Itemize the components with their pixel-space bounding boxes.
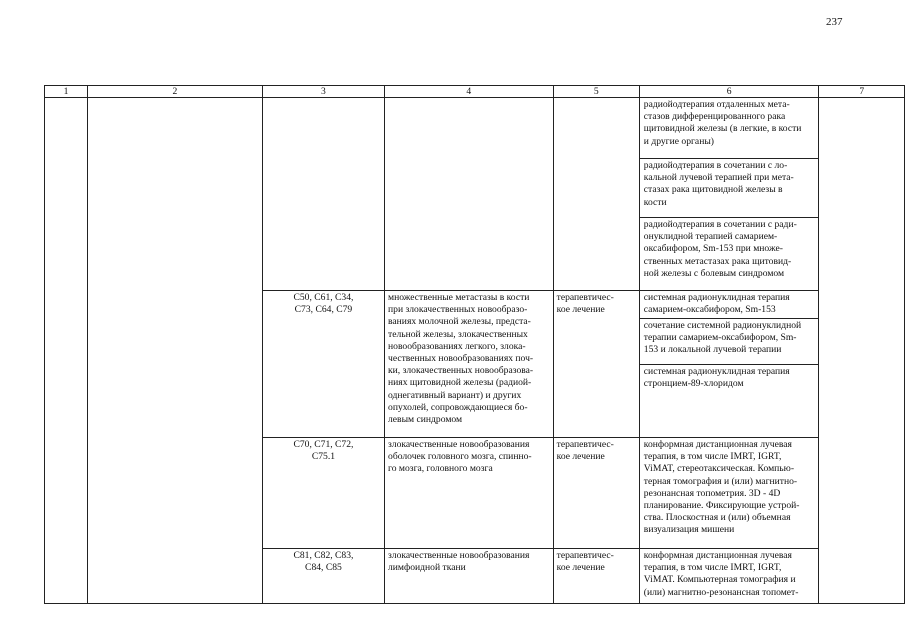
group1-method-3: системная радионуклидная терапия стронцием-89-хлоридом [639, 365, 819, 438]
cont-method-1: радиойодтерапия отдаленных мета- стазов дифференцированного рака щитовидной железы (в легкие, в кости и другие органы) [639, 98, 819, 159]
col7-cell [819, 98, 905, 604]
page-number: 237 [826, 16, 843, 28]
table-header-row [45, 86, 905, 98]
group1-codes: C50, C61, C34, C73, C64, C79 [262, 291, 384, 438]
group3-method: конформная дистанционная лучевая терапия, в том числе IMRT, IGRT, ViMAT. Компьютерная томография и (или) магнитно-резонансная топомет- [639, 549, 819, 604]
header-col-2: 2 [87, 86, 262, 98]
group3-treatment: терапевтичес- кое лечение [553, 549, 639, 604]
header-col-1: 1 [45, 86, 88, 98]
group2-codes: C70, C71, C72, C75.1 [262, 438, 384, 549]
header-col-5: 5 [553, 86, 639, 98]
cont-codes-cell [262, 98, 384, 291]
table-row [45, 98, 905, 159]
group1-method-1: системная радионуклидная терапия самарием-оксабифором, Sm-153 [639, 291, 819, 319]
col2-cell [87, 98, 262, 604]
group1-disease: множественные метастазы в кости при злокачественных новообразо- ваниях молочной железы, предста- тельной железы, злокачественных новообразованиях легкого, злока- чественных новообразованиях поч- ки, злокачественных новообразова- ниях щитовидной железы (радиой- однегативный вариант) и других опухолей, сопровождающиеся бо- левым синдромом [385, 291, 554, 438]
group2-method: конформная дистанционная лучевая терапия, в том числе IMRT, IGRT, ViMAT, стереотаксическая. Компью- терная томография и (или) магнитно- резонансная топометрия. 3D - 4D планирование. Фиксирующие устрой- ства. Плоскостная и (или) объемная визуализация мишени [639, 438, 819, 549]
cont-disease-cell [385, 98, 554, 291]
cont-treatment-cell [553, 98, 639, 291]
header-col-3: 3 [262, 86, 384, 98]
group3-codes: C81, C82, C83, C84, C85 [262, 549, 384, 604]
group1-method-2: сочетание системной радионуклидной терапии самарием-оксабифором, Sm- 153 и локальной лучевой терапии [639, 319, 819, 365]
treatment-table [44, 85, 905, 604]
header-col-6: 6 [639, 86, 819, 98]
col1-cell [45, 98, 88, 604]
group3-disease: злокачественные новообразования лимфоидной ткани [385, 549, 554, 604]
cont-method-2: радиойодтерапия в сочетании с ло- кальной лучевой терапией при мета- стазах рака щитовидной железы в кости [639, 159, 819, 218]
header-col-4: 4 [385, 86, 554, 98]
header-col-7: 7 [819, 86, 905, 98]
group1-treatment: терапевтичес- кое лечение [553, 291, 639, 438]
cont-method-3: радиойодтерапия в сочетании с ради- онуклидной терапией самарием- оксабифором, Sm-153 при множе- ственных метастазах рака щитовид- ной железы с болевым синдромом [639, 218, 819, 291]
group2-disease: злокачественные новообразования оболочек головного мозга, спинно- го мозга, головного мозга [385, 438, 554, 549]
group2-treatment: терапевтичес- кое лечение [553, 438, 639, 549]
